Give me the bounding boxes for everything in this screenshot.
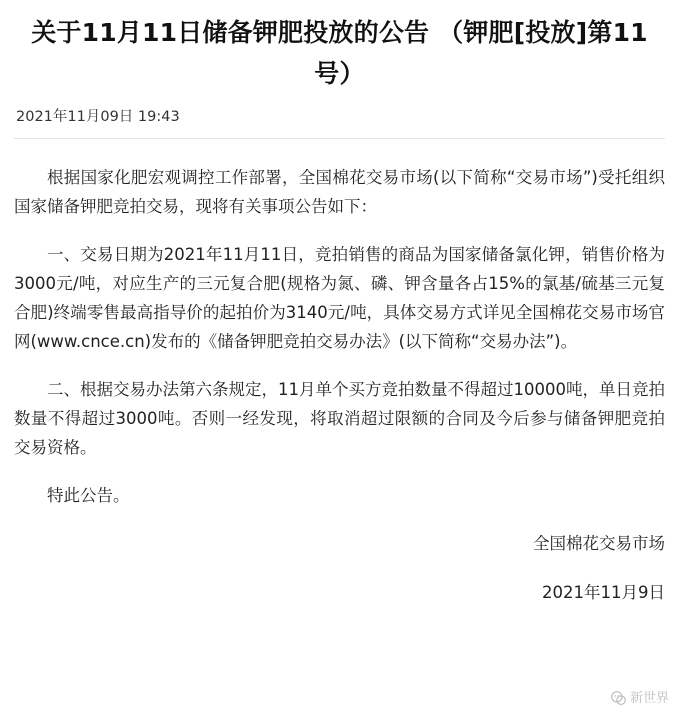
article-title: 关于11月11日储备钾肥投放的公告 （钾肥[投放]第11号） xyxy=(31,18,648,88)
paragraph-intro: 根据国家化肥宏观调控工作部署，全国棉花交易市场(以下简称“交易市场”)受托组织国家储备钾肥竞拍交易，现将有关事项公告如下： xyxy=(14,168,665,216)
watermark xyxy=(610,690,669,707)
header-divider xyxy=(14,138,665,139)
signature-date: 2021年11月9日 xyxy=(542,583,665,602)
paragraph-item-2: 二、根据交易办法第六条规定，11月单个买方竞拍数量不得超过10000吨，单日竞拍数量不得超过3000吨。否则一经发现，将取消超过限额的合同及今后参与储备钾肥竞拍交易资格。 xyxy=(14,380,665,457)
paragraph-item-1: 一、交易日期为2021年11月11日，竞拍销售的商品为国家储备氯化钾，销售价格为3000元/吨，对应生产的三元复合肥(规格为氮、磷、钾含量各占15%的氯基/硫基三元复合肥)终端零售最高指导价的起拍价为3140元/吨，具体交易方式详见全国棉花交易市场官网(www.cnce.cn)发布的《储备钾肥竞拍交易办法》(以下简称“交易办法”)。 xyxy=(14,245,665,351)
signature-organization: 全国棉花交易市场 xyxy=(533,534,665,553)
article-body xyxy=(14,163,665,510)
wechat-logo-icon xyxy=(610,690,627,707)
watermark-text: 新世界 xyxy=(629,691,669,706)
publish-date: 2021年11月09日 19:43 xyxy=(16,109,180,125)
paragraph-closing: 特此公告。 xyxy=(47,486,130,505)
